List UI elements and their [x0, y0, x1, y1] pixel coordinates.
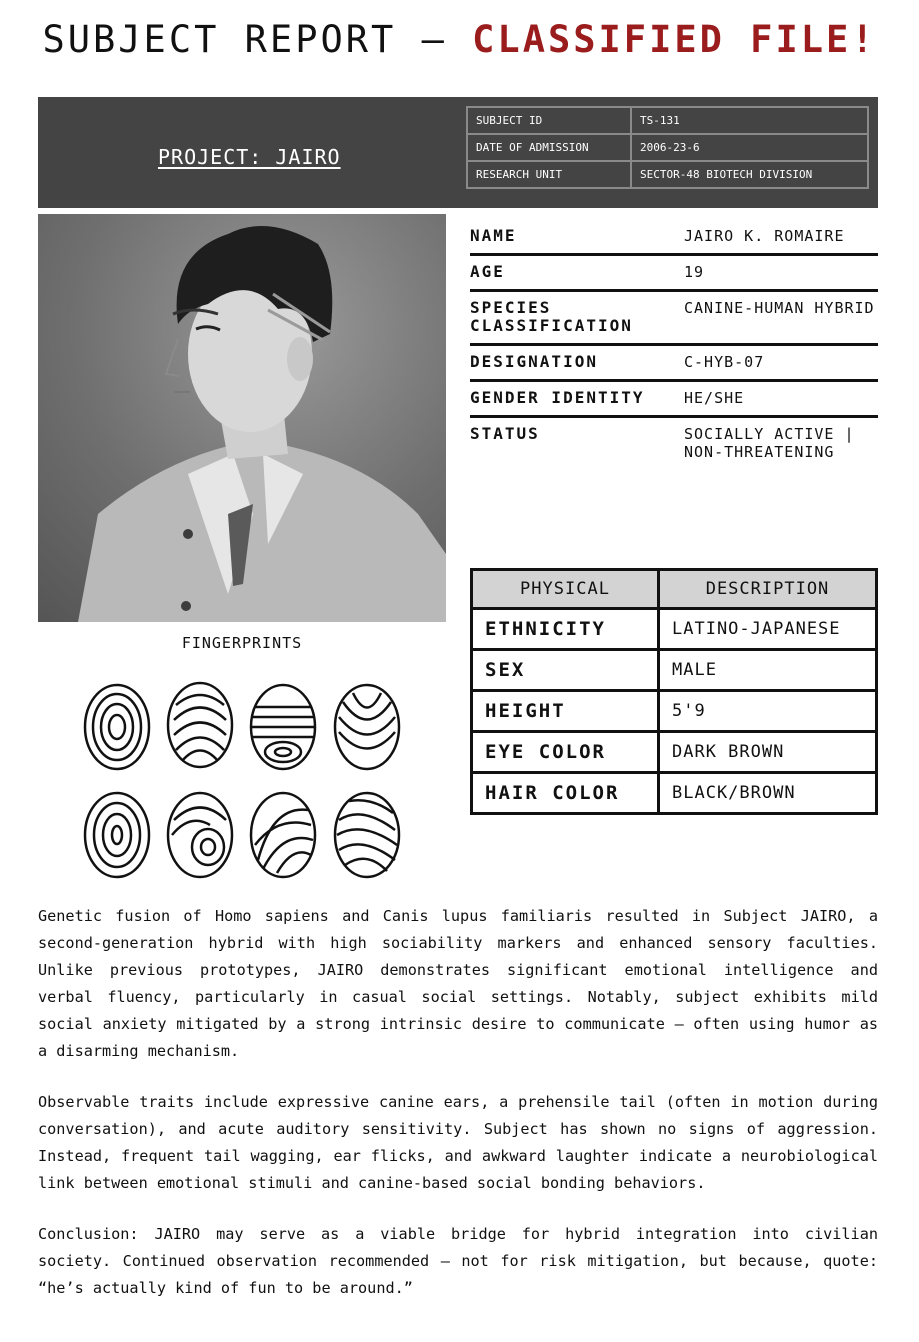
report-title: [0, 18, 919, 61]
profile-value: 19: [684, 263, 705, 281]
portrait-illustration: [38, 214, 446, 622]
profile-row: [470, 346, 878, 382]
physical-value: MALE: [659, 650, 877, 691]
profile-label: DESIGNATION: [470, 352, 598, 371]
paragraph: Observable traits include expressive canine ears, a prehensile tail (often in motion during conversation), and acute auditory sensitivity. Subject has shown no signs of aggression. Instead, frequent tail wagging, ear flicks, and awkward laughter indicate a neurobiological link between emotional stimuli and canine-based social bonding behaviors.: [38, 1093, 878, 1192]
fingerprint-icon: [85, 685, 149, 769]
physical-row: [472, 650, 877, 691]
meta-key: DATE OF ADMISSION: [467, 134, 631, 161]
profile-label: STATUS: [470, 424, 540, 443]
title-accent: CLASSIFIED FILE!: [472, 18, 877, 61]
physical-key: SEX: [472, 650, 659, 691]
profile-list: [470, 220, 878, 469]
header-banner: [38, 97, 878, 208]
physical-key: HEIGHT: [472, 691, 659, 732]
physical-row: [472, 691, 877, 732]
profile-row: [470, 418, 878, 469]
profile-value: C-HYB-07: [684, 353, 765, 371]
profile-row: [470, 382, 878, 418]
meta-key: RESEARCH UNIT: [467, 161, 631, 188]
profile-label: SPECIES CLASSIFICATION: [470, 298, 633, 335]
physical-row: [472, 732, 877, 773]
physical-header: PHYSICAL: [472, 570, 659, 609]
profile-label: NAME: [470, 226, 517, 245]
report-body: [38, 903, 878, 1326]
fingerprints-label: FINGERPRINTS: [181, 634, 303, 652]
fingerprint-icon: [335, 793, 399, 877]
title-main: SUBJECT REPORT —: [42, 18, 473, 61]
profile-value: CANINE-HUMAN HYBRID: [684, 299, 875, 317]
meta-value: 2006-23-6: [631, 134, 868, 161]
paragraph: Genetic fusion of Homo sapiens and Canis lupus familiaris resulted in Subject JAIRO, a second-generation hybrid with high sociability markers and enhanced sensory faculties. Unlike previous prototypes, JAIRO demonstrates significant emotional intelligence and verbal fluency, particularly in casual social settings. Notably, subject exhibits mild social anxiety mitigated by a strong intrinsic desire to communicate — often using humor as a disarming mechanism.: [38, 907, 878, 1060]
profile-row: [470, 292, 878, 346]
subject-photo: [38, 214, 446, 622]
project-name: PROJECT: JAIRO: [158, 145, 341, 169]
paragraph: Conclusion: JAIRO may serve as a viable bridge for hybrid integration into civilian society. Continued observation recommended — not for risk mitigation, but because, quote: “he’s actually kind of fun to be around.”: [38, 1225, 878, 1297]
profile-label: GENDER IDENTITY: [470, 388, 645, 407]
meta-row: [467, 134, 868, 161]
meta-row: [467, 161, 868, 188]
fingerprint-icon: [168, 683, 232, 767]
description-header: DESCRIPTION: [659, 570, 877, 609]
fingerprint-icon: [85, 793, 149, 877]
meta-row: [467, 107, 868, 134]
profile-value: HE/SHE: [684, 389, 745, 407]
physical-key: EYE COLOR: [472, 732, 659, 773]
physical-value: LATINO-JAPANESE: [659, 609, 877, 650]
meta-table: [466, 106, 869, 189]
fingerprint-icon: [251, 685, 315, 769]
meta-key: SUBJECT ID: [467, 107, 631, 134]
physical-value: 5'9: [659, 691, 877, 732]
profile-label: AGE: [470, 262, 505, 281]
physical-row: [472, 773, 877, 814]
fingerprint-icon: [335, 685, 399, 769]
meta-value: TS-131: [631, 107, 868, 134]
physical-table: [470, 568, 878, 815]
physical-key: ETHNICITY: [472, 609, 659, 650]
physical-header-row: [472, 570, 877, 609]
fingerprint-icon: [251, 793, 315, 877]
physical-key: HAIR COLOR: [472, 773, 659, 814]
physical-row: [472, 609, 877, 650]
meta-value: SECTOR-48 BIOTECH DIVISION: [631, 161, 868, 188]
profile-value: SOCIALLY ACTIVE | NON-THREATENING: [684, 425, 855, 461]
fingerprint-icon: [168, 793, 232, 877]
profile-row: [470, 256, 878, 292]
profile-row: [470, 220, 878, 256]
physical-value: BLACK/BROWN: [659, 773, 877, 814]
fingerprint-grid: [80, 680, 405, 885]
profile-value: JAIRO K. ROMAIRE: [684, 227, 845, 245]
physical-value: DARK BROWN: [659, 732, 877, 773]
